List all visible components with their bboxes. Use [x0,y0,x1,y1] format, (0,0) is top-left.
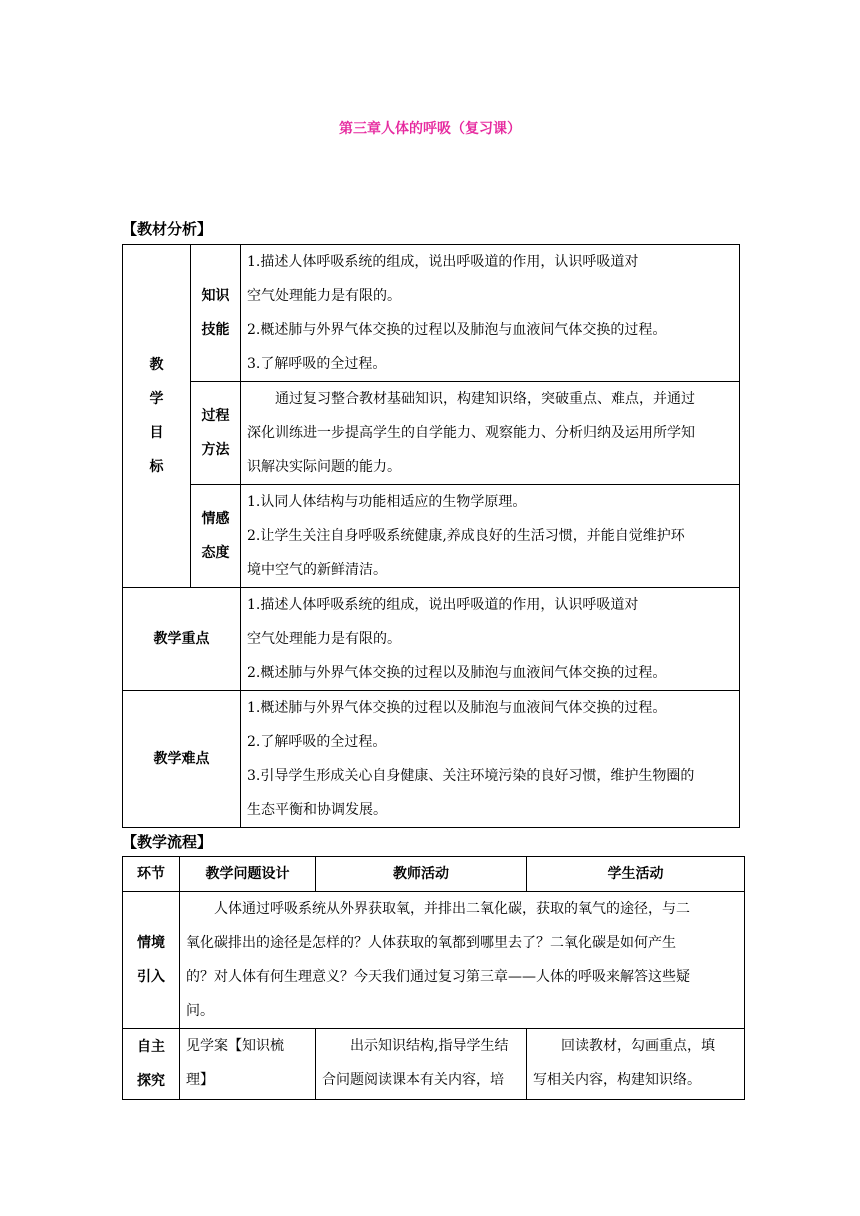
analysis-table [122,244,740,828]
explore-teacher: 出示知识结构,指导学生结 合问题阅读课本有关内容，培 [316,1029,527,1100]
header-teacher: 教师活动 [316,857,527,892]
flow-table [122,856,745,1100]
process-label: 过程 方法 [191,382,241,485]
knowledge-label: 知识 技能 [191,245,241,382]
page-title: 第三章人体的呼吸（复习课） [339,121,521,137]
intro-label: 情境 引入 [123,892,180,1029]
emotion-content: 1.认同人体结构与功能相适应的生物学原理。 2.让学生关注自身呼吸系统健康,养成良好的生活习惯，并能自觉维护环 境中空气的新鲜清洁。 [241,485,740,588]
key-label: 教学重点 [123,588,241,691]
section-heading-analysis: 【教材分析】 [122,220,213,238]
goal-label: 教 学 目 标 [123,245,191,588]
explore-student: 回读教材，勾画重点，填 写相关内容，构建知识络。 [527,1029,745,1100]
difficulty-content: 1.概述肺与外界气体交换的过程以及肺泡与血液间气体交换的过程。 2.了解呼吸的全过程。 3.引导学生形成关心自身健康、关注环境污染的良好习惯，维护生物圈的 生态平衡和协调发展。 [241,691,740,828]
process-content: 通过复习整合教材基础知识，构建知识络，突破重点、难点，并通过 深化训练进一步提高学生的自学能力、观察能力、分析归纳及运用所学知 识解决实际问题的能力。 [241,382,740,485]
explore-label: 自主 探究 [123,1029,180,1100]
difficulty-label: 教学难点 [123,691,241,828]
knowledge-content: 1.描述人体呼吸系统的组成，说出呼吸道的作用，认识呼吸道对 空气处理能力是有限的。 2.概述肺与外界气体交换的过程以及肺泡与血液间气体交换的过程。 3.了解呼吸的全过程。 [241,245,740,382]
emotion-label: 情感 态度 [191,485,241,588]
intro-content: 人体通过呼吸系统从外界获取氧，并排出二氧化碳，获取的氧气的途径，与二 氧化碳排出的途径是怎样的？人体获取的氧都到哪里去了？二氧化碳是如何产生 的？对人体有何生理意义？今天我们通过复习第三章——人体的呼吸来解答这些疑 问。 [180,892,745,1029]
header-student: 学生活动 [527,857,745,892]
explore-design: 见学案【知识梳 理】 [180,1029,316,1100]
section-heading-flow: 【教学流程】 [122,833,213,851]
header-design: 教学问题设计 [180,857,316,892]
header-stage: 环节 [123,857,180,892]
key-content: 1.描述人体呼吸系统的组成，说出呼吸道的作用，认识呼吸道对 空气处理能力是有限的。 2.概述肺与外界气体交换的过程以及肺泡与血液间气体交换的过程。 [241,588,740,691]
